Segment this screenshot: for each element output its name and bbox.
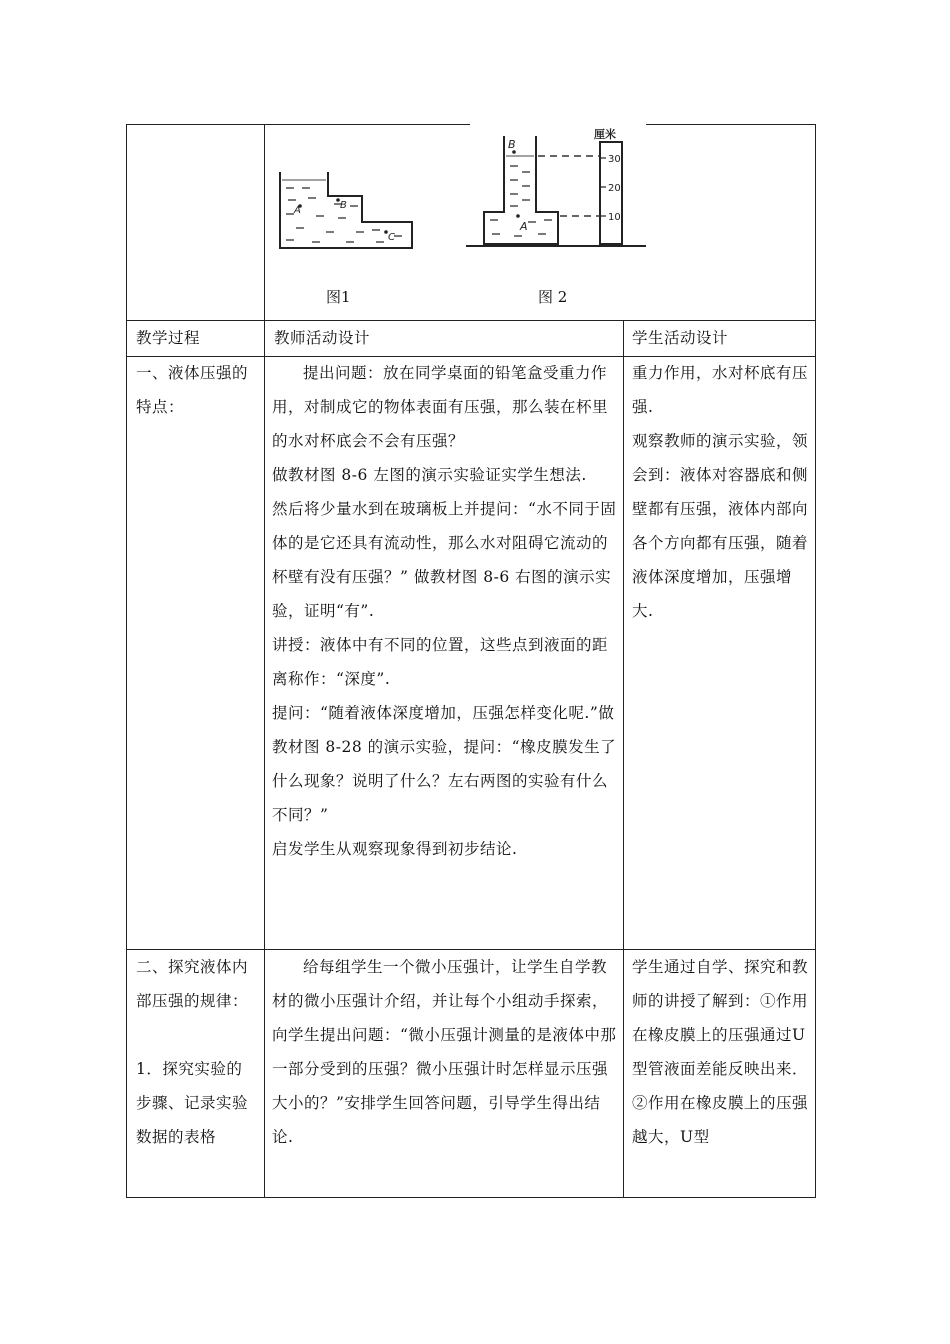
header-process: 教学过程	[136, 329, 201, 347]
process-line: 部压强的规律：	[136, 992, 249, 1010]
fig2-tick-30: 30	[608, 154, 621, 165]
teacher-paragraph: 然后将少量水到在玻璃板上并提问：“水不同于固体的是它还具有流动性，那么水对阻碍它流动的杯壁有没有压强？” 做教材图 8-6 右图的演示实验，证明“有”.	[272, 500, 617, 620]
fig1-label-b: B	[340, 200, 347, 211]
teacher-paragraph: 做教材图 8-6 左图的演示实验证实学生想法.	[272, 466, 587, 484]
process-line: 一、液体压强的	[136, 364, 249, 382]
header-student: 学生活动设计	[632, 329, 729, 347]
fig1-label-a: A	[294, 205, 301, 216]
row1-process	[136, 356, 262, 424]
teacher-paragraph: 提问：“随着液体深度增加，压强怎样变化呢.”做教材图 8-28 的演示实验，提问：“橡皮膜发生了什么现象？说明了什么？左右两图的实验有什么不同？”	[272, 704, 617, 824]
fig2-tick-20: 20	[608, 183, 621, 194]
row2-student	[632, 950, 812, 1196]
teacher-paragraph: 提出问题：放在同学桌面的铅笔盒受重力作用，对制成它的物体表面有压强，那么装在杯里的水对杯底会不会有压强？	[272, 364, 609, 450]
teacher-paragraph: 给每组学生一个微小压强计，让学生自学教材的微小压强计介绍，并让每个小组动手探索，向学生提出问题：“微小压强计测量的是液体中那一部分受到的压强？微小压强计时怎样显示压强大小的？”安排学生回答问题，引导学生得出结论.	[272, 958, 617, 1146]
teacher-paragraph: 启发学生从观察现象得到初步结论.	[272, 840, 518, 858]
header-teacher: 教师活动设计	[274, 329, 371, 347]
figure-1-container-diagram	[276, 166, 416, 256]
fig1-label-c: C	[388, 232, 395, 243]
row1-teacher	[272, 356, 618, 866]
process-line: 二、探究液体内	[136, 958, 249, 976]
row2-teacher	[272, 950, 618, 1154]
student-paragraph: 观察教师的演示实验，领会到：液体对容器底和侧壁都有压强，液体内部向各个方向都有压强，随着液体深度增加，压强增大.	[632, 432, 809, 620]
fig2-label-a: A	[520, 220, 528, 233]
lesson-table	[126, 124, 816, 1198]
process-line	[136, 1018, 262, 1052]
fig2-unit-label: 厘米	[594, 128, 616, 141]
teacher-paragraph: 讲授：液体中有不同的位置，这些点到液面的距离称作：“深度”.	[272, 636, 609, 688]
figure-2-container-diagram	[466, 126, 656, 252]
process-line: 1．探究实验的	[136, 1060, 243, 1078]
table-border-top-left	[126, 124, 470, 125]
process-line: 数据的表格	[136, 1128, 217, 1146]
figure-2-caption: 图 2	[538, 288, 568, 306]
student-paragraph: 学生通过自学、探究和教师的讲授了解到：①作用在橡皮膜上的压强通过U型管液面差能反映出来．②作用在橡皮膜上的压强越大，U型	[632, 958, 809, 1146]
table-rule	[264, 124, 265, 1198]
figure-1-caption: 图1	[326, 288, 351, 306]
table-border-top-right	[646, 124, 816, 125]
process-line: 步骤、记录实验	[136, 1094, 249, 1112]
row1-student	[632, 356, 812, 628]
row2-process	[136, 950, 262, 1154]
table-rule	[126, 124, 127, 1198]
fig2-tick-10: 10	[608, 212, 621, 223]
table-rule	[623, 320, 624, 1198]
table-rule	[126, 1197, 816, 1198]
table-rule	[815, 124, 816, 1198]
student-paragraph: 重力作用，水对杯底有压强.	[632, 364, 809, 416]
process-line: 特点：	[136, 398, 185, 416]
fig2-label-b: B	[508, 138, 516, 151]
